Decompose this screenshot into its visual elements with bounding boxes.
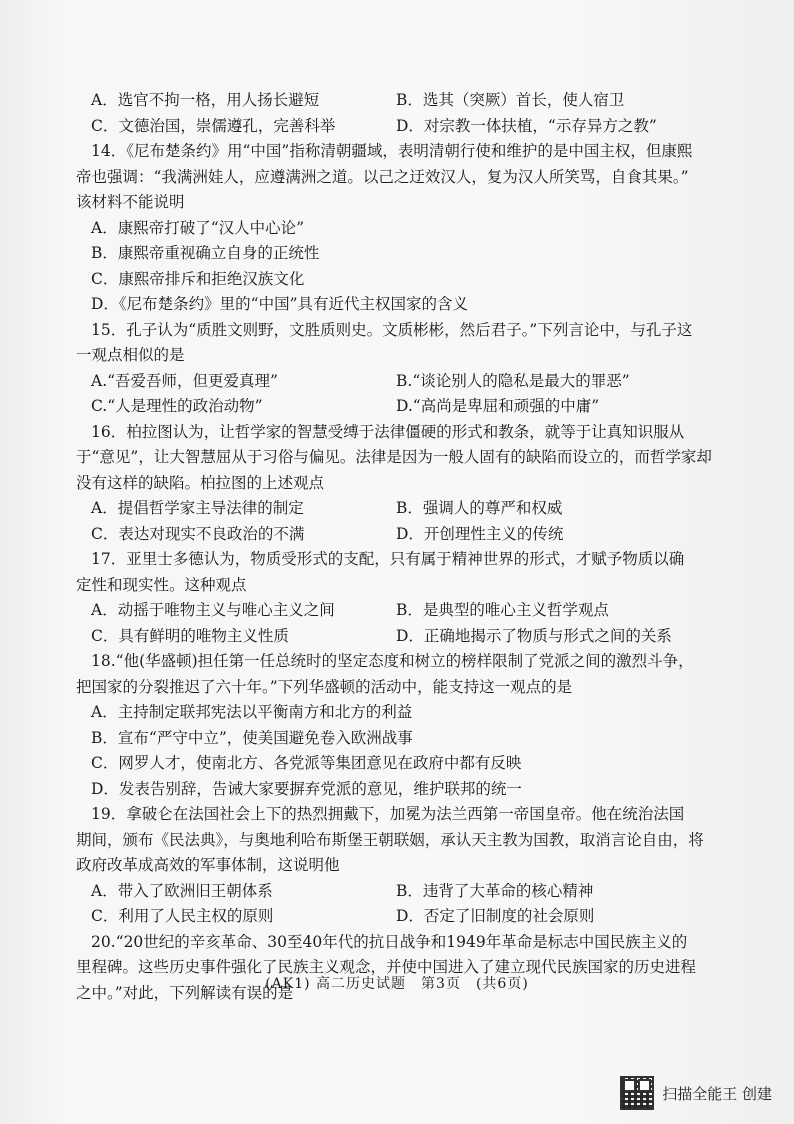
q18-stem-line-1: 18.“他(华盛顿)担任第一任总统时的坚定态度和树立的榜样限制了党派之间的激烈斗争， bbox=[91, 652, 694, 670]
q17-option-b: B．是典型的唯心主义哲学观点 bbox=[396, 601, 609, 619]
q14-option-c: C．康熙帝排斥和拒绝汉族文化 bbox=[91, 269, 305, 288]
q13-option-a: A．选官不拘一格，用人扬长避短 bbox=[91, 91, 320, 109]
q17-option-c: C．具有鲜明的唯物主义性质 bbox=[91, 626, 289, 645]
q19-stem-line-1: 19．拿破仑在法国社会上下的热烈拥戴下，加冕为法兰西第一帝国皇帝。他在统治法国 bbox=[91, 805, 685, 823]
q18-stem-line-2: 把国家的分裂推迟了六十年。”下列华盛顿的活动中，能支持这一观点的是 bbox=[76, 677, 573, 696]
qr-code-icon bbox=[620, 1076, 654, 1110]
q19-stem-line-3: 政府改革成高效的军事体制，这说明他 bbox=[76, 856, 340, 874]
q18-option-a: A．主持制定联邦宪法以平衡南方和北方的利益 bbox=[91, 703, 413, 721]
q16-option-c: C．表达对现实不良政治的不满 bbox=[91, 524, 305, 543]
q14-stem-line-1: 14．《尼布楚条约》用“中国”指称清朝疆域，表明清朝行使和维护的是中国主权，但康熙 bbox=[91, 142, 693, 160]
q16-option-a: A．提倡哲学家主导法律的制定 bbox=[91, 499, 304, 517]
q19-options-row-1 bbox=[76, 879, 726, 905]
page-footer: (AK1) 高二历史试题 第3页 (共6页) bbox=[265, 976, 529, 992]
q17-stem-line-1: 17．亚里士多德认为，物质受形式的支配，只有属于精神世界的形式，才赋予物质以确 bbox=[91, 550, 685, 568]
q15-option-b: B.“谈论别人的隐私是最大的罪恶” bbox=[396, 371, 630, 390]
q19-option-b: B．违背了大革命的核心精神 bbox=[396, 881, 594, 900]
q15-option-a: A.“吾爱吾师，但更爱真理” bbox=[91, 371, 278, 390]
q14-stem-line-3: 该材料不能说明 bbox=[76, 193, 185, 211]
q13-option-b: B．选其（突厥）首长，使人宿卫 bbox=[396, 91, 625, 109]
q17-option-d: D．正确地揭示了物质与形式之间的关系 bbox=[396, 626, 672, 645]
q19-option-c: C．利用了人民主权的原则 bbox=[91, 907, 274, 925]
q19-options-row-2 bbox=[76, 904, 726, 930]
q15-options-row-2 bbox=[76, 394, 726, 420]
q13-option-c: C．文德治国，崇儒遵孔，完善科举 bbox=[91, 116, 336, 135]
q19-stem-line-2: 期间，颁布《民法典》，与奥地利哈布斯堡王朝联姻，承认天主教为国教，取消言论自由，将 bbox=[76, 830, 704, 849]
q18-option-d: D．发表告别辞，告诫大家要摒弃党派的意见，维护联邦的统一 bbox=[91, 779, 522, 798]
q13-option-d: D．对宗教一体扶植，“示存异方之教” bbox=[396, 116, 657, 135]
q15-option-c: C.“人是理性的政治动物” bbox=[91, 397, 263, 415]
q16-stem-line-3: 没有这样的缺陷。柏拉图的上述观点 bbox=[76, 473, 325, 492]
q14-option-d: D．《尼布楚条约》里的“中国”具有近代主权国家的含义 bbox=[91, 295, 469, 313]
q13-options-row-1 bbox=[76, 88, 726, 114]
q18-option-b: B．宣布“严守中立”，使美国避免卷入欧洲战事 bbox=[91, 728, 413, 747]
q17-options-row-2 bbox=[76, 624, 726, 650]
watermark-text: 扫描全能王 创建 bbox=[662, 1084, 772, 1103]
scanner-watermark bbox=[620, 1076, 772, 1110]
q17-options-row-1 bbox=[76, 598, 726, 624]
q20-stem-line-1: 20.“20世纪的辛亥革命、30至40年代的抗日战争和1949年革命是标志中国民族主义的 bbox=[91, 932, 688, 951]
q16-options-row-2 bbox=[76, 522, 726, 548]
q16-stem-line-2: 于“意见”，让大智慧屈从于习俗与偏见。法律是因为一般人固有的缺陷而设立的，而哲学家却 bbox=[76, 448, 712, 466]
q15-option-d: D.“高尚是卑屈和顽强的中庸” bbox=[396, 397, 600, 415]
q19-option-d: D．否定了旧制度的社会原则 bbox=[396, 907, 595, 925]
q14-stem-line-2: 帝也强调：“我满洲娃人，应遵满洲之道。以己之迂效汉人，复为汉人所笑骂，自食其果。” bbox=[76, 167, 689, 186]
q16-option-d: D．开创理性主义的传统 bbox=[396, 524, 564, 543]
q20-stem-line-2: 里程碑。这些历史事件强化了民族主义观念，并使中国进入了建立现代民族国家的历史进程 bbox=[76, 958, 697, 976]
q17-stem-line-2: 定性和现实性。这种观点 bbox=[76, 575, 247, 594]
q15-stem-line-1: 15．孔子认为“质胜文则野，文胜质则史。文质彬彬，然后君子。”下列言论中，与孔子这 bbox=[91, 320, 693, 339]
q15-stem-line-2: 一观点相似的是 bbox=[76, 346, 185, 364]
q16-stem-line-1: 16．柏拉图认为，让哲学家的智慧受缚于法律僵硬的形式和教条，就等于让真知识服从 bbox=[91, 422, 685, 441]
q16-option-b: B．强调人的尊严和权威 bbox=[396, 499, 563, 517]
q17-option-a: A．动摇于唯物主义与唯心主义之间 bbox=[91, 601, 335, 619]
q14-option-b: B．康熙帝重视确立自身的正统性 bbox=[91, 244, 320, 262]
exam-content bbox=[76, 88, 726, 1006]
q15-options-row-1 bbox=[76, 369, 726, 395]
q19-option-a: A．带入了欧洲旧王朝体系 bbox=[91, 881, 273, 900]
q18-option-c: C．网罗人才，使南北方、各党派等集团意见在政府中都有反映 bbox=[91, 754, 522, 772]
q20-stem-line-3: 之中。”对此，下列解读有误的是 bbox=[76, 983, 294, 1002]
q14-option-a: A．康熙帝打破了“汉人中心论” bbox=[91, 218, 305, 237]
q16-options-row-1 bbox=[76, 496, 726, 522]
q13-options-row-2 bbox=[76, 114, 726, 140]
